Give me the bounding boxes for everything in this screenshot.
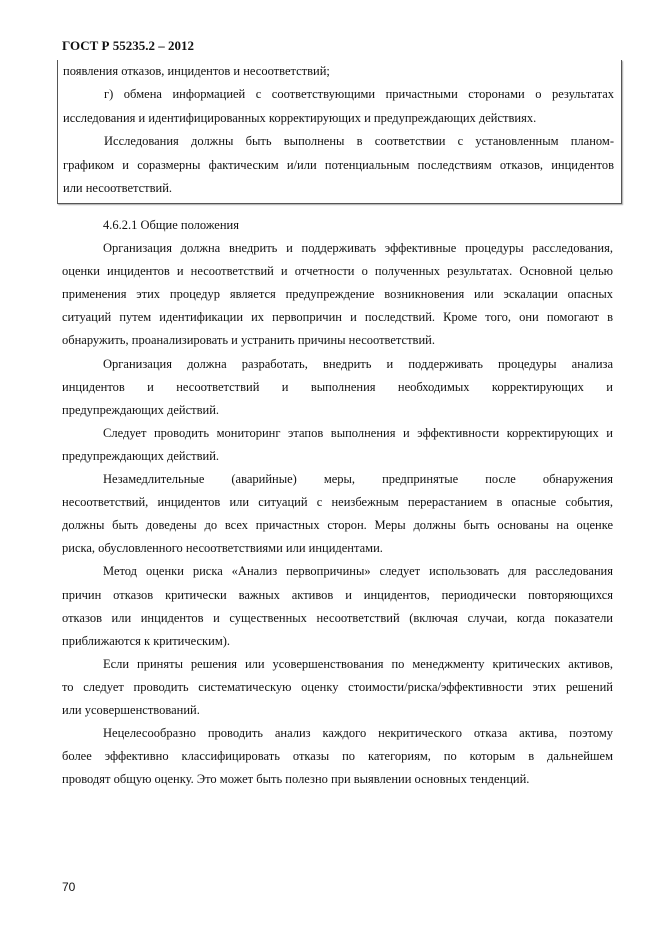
text-line: обнаружить, проанализировать и устранить причины несоответствий.: [62, 333, 435, 348]
text-line: Организация должна разработать, внедрить и поддерживать процедуры анализа: [103, 356, 613, 371]
text-line: применения этих процедур является предупреждение возникновения или эскалации опасных: [62, 287, 613, 302]
text-line: должны быть доведены до всех причастных сторон. Меры должны быть основаны на оценке: [62, 518, 613, 533]
highlighted-text-box: [57, 60, 622, 204]
text-line: Организация должна внедрить и поддерживать эффективные процедуры расследования,: [103, 241, 613, 256]
text-line: Следует проводить мониторинг этапов выполнения и эффективности корректирующих и: [103, 425, 613, 440]
text-line: проводят общую оценку. Это может быть полезно при выявлении основных тенденций.: [62, 772, 530, 787]
text-line: или усовершенствований.: [62, 702, 200, 717]
box-text: [63, 60, 614, 200]
text-line: инцидентов и несоответствий и выполнения необходимых корректирующих и: [62, 379, 613, 394]
paragraph: [62, 237, 613, 352]
text-line: 4.6.2.1 Общие положения: [103, 218, 239, 232]
text-line: несоответствий, инцидентов или ситуаций с неизбежным перерастанием в опасные события,: [62, 495, 613, 510]
text-line: более эффективно классифицировать отказы по категориям, по которым в дальнейшем: [62, 749, 613, 764]
text-line: риска, обусловленного несоответствиями или инцидентами.: [62, 541, 383, 556]
paragraph: [63, 60, 614, 83]
text-line: графиком и соразмерны фактическим и/или потенциальным последствиям отказов, инцидентов: [63, 157, 614, 172]
paragraph: [62, 653, 613, 722]
paragraph: [63, 130, 614, 200]
paragraph: [62, 214, 613, 237]
paragraph: [62, 468, 613, 560]
paragraph: [62, 353, 613, 422]
paragraph: [63, 83, 614, 130]
paragraph: [62, 560, 613, 652]
paragraph: [62, 422, 613, 468]
text-line: г) обмена информацией с соответствующими причастными сторонами о результатах: [104, 87, 614, 102]
document-header: ГОСТ Р 55235.2 – 2012: [62, 38, 194, 53]
text-line: Исследования должны быть выполнены в соответствии с установленным планом-: [104, 134, 614, 149]
text-line: появления отказов, инцидентов и несоответствий;: [63, 64, 330, 78]
text-line: оценки инцидентов и несоответствий и отчетности о полученных результатах. Основной целью: [62, 264, 613, 279]
text-line: Метод оценки риска «Анализ первопричины» следует использовать для расследования: [103, 564, 613, 579]
text-line: Незамедлительные (аварийные) меры, предпринятые после обнаружения: [103, 472, 613, 487]
text-line: приближаются к критическим).: [62, 633, 231, 648]
text-line: Если приняты решения или усовершенствования по менеджменту критических активов,: [103, 656, 613, 671]
body-text: [62, 214, 613, 791]
text-line: причин отказов критически важных активов и инцидентов, периодически повторяющихся: [62, 587, 613, 602]
text-line: отказов или инцидентов и существенных несоответствий (включая случаи, когда показатели: [62, 610, 613, 625]
text-line: предупреждающих действий.: [62, 448, 220, 463]
text-line: или несоответствий.: [63, 180, 173, 195]
text-line: предупреждающих действий.: [62, 402, 220, 417]
text-line: ситуаций путем идентификации их первопричин и последствий. Кроме того, они помогают в: [62, 310, 613, 325]
page-number: 70: [62, 880, 76, 894]
paragraph: [62, 722, 613, 791]
text-line: то следует проводить систематическую оценку стоимости/риска/эффективности этих решений: [62, 679, 613, 694]
text-line: Нецелесообразно проводить анализ каждого некритического отказа актива, поэтому: [103, 726, 613, 741]
text-line: исследования и идентифицированных корректирующих и предупреждающих действиях.: [63, 110, 537, 125]
